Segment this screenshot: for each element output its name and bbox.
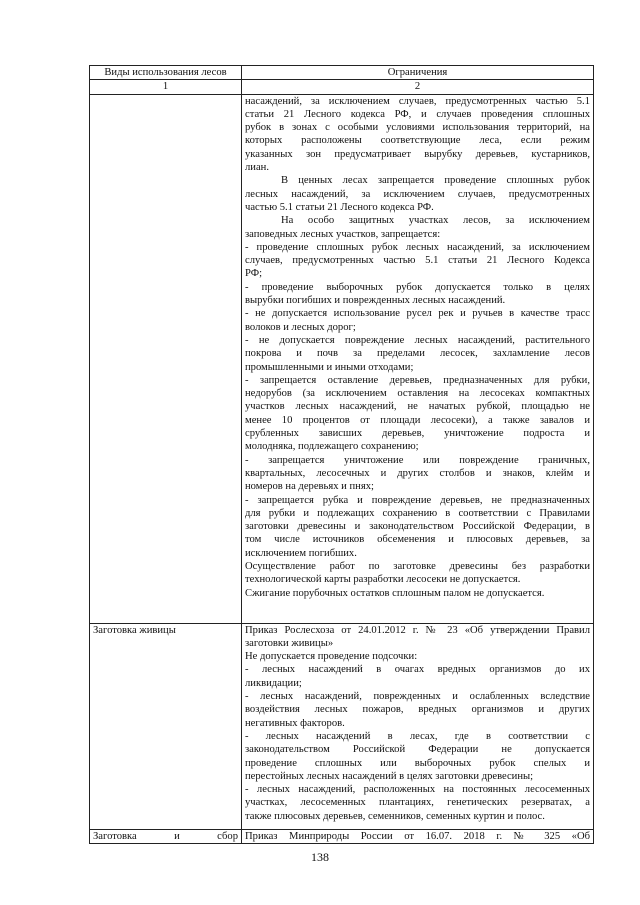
text-line: - запрещается уничтожение или повреждение граничных, xyxy=(245,454,590,466)
text-line: исключением погибших. xyxy=(245,547,357,559)
text-line: которых расположены соответствующие леса, если режим xyxy=(245,135,590,147)
row3-restrictions xyxy=(242,829,594,843)
text-line: - не допускается повреждение лесных насаждений, растительного xyxy=(245,334,590,346)
text-line: молодняка, подлежащего сохранению; xyxy=(245,441,419,453)
text-line: Осуществление работ по заготовке древесины без разработки xyxy=(245,560,590,572)
text-line: - лесных насаждений, поврежденных и ослабленных вследствие xyxy=(245,691,590,703)
text-line: - проведение выборочных рубок допускается только в целях xyxy=(245,281,590,293)
text-line: участках, лесосеменных плантациях, генетических резерватах, а xyxy=(245,797,590,809)
text-line: воздействия лесных пожаров, вредных организмов и других xyxy=(245,704,590,716)
row2-label: Заготовка живицы xyxy=(90,623,242,829)
text-line: лесных насаждений, за исключением случаев, предусмотренных xyxy=(245,188,590,200)
text-line: - проведение сплошных рубок лесных насаждений, за исключением xyxy=(245,241,590,253)
text-line: также плюсовых деревьев, семенников, семенных куртин и полос. xyxy=(245,810,545,822)
header-row xyxy=(90,66,594,80)
row1-label-cell xyxy=(90,94,242,623)
text-line: - не допускается использование русел рек и ручьев в качестве трасс xyxy=(245,308,590,320)
text-line: перестойных лесных насаждений в целях заготовки древесины; xyxy=(245,770,534,782)
text-line: квартальных, лесосечных и других столбов и знаков, клейм и xyxy=(245,467,590,479)
row3-label-text: Заготовка и сбор xyxy=(93,830,238,842)
restrictions-table xyxy=(89,65,594,844)
column-number-2: 2 xyxy=(242,80,594,94)
text-line: случаев, предусмотренных частью 5.1 статьи 21 Лесного Кодекса xyxy=(245,255,590,267)
text-line: заготовки древесины и законодательством Российской Федерации, в xyxy=(245,521,590,533)
text-line: - запрещается оставление деревьев, предназначенных для рубки, xyxy=(245,374,590,386)
text-line: насаждений, за исключением случаев, предусмотренных частью 5.1 xyxy=(245,95,590,107)
header-col1: Виды использования лесов xyxy=(90,66,242,80)
text-line: законодательством Российской Федерации не допускается xyxy=(245,744,590,756)
text-line: промышленными и иными отходами; xyxy=(245,361,414,373)
text-line: Не допускается проведение подсочки: xyxy=(245,651,418,663)
text-line: вырубки погибших и поврежденных лесных насаждений. xyxy=(245,295,506,307)
text-line: Приказ Рослесхоза от 24.01.2012 г. № 23 «Об утверждении Правил xyxy=(245,624,590,636)
text-line: частью 5.1 статьи 21 Лесного кодекса РФ. xyxy=(245,201,434,213)
column-number-row xyxy=(90,80,594,94)
text-line: - лесных насаждений, расположенных на постоянных лесосеменных xyxy=(245,784,590,796)
row1-restrictions xyxy=(242,94,594,623)
row3-label xyxy=(90,829,242,843)
header-col2: Ограничения xyxy=(242,66,594,80)
row2-restrictions xyxy=(242,623,594,829)
text-line: заготовки живицы» xyxy=(245,637,334,649)
text-line: статьи 21 Лесного кодекса РФ, и случаев проведения сплошных xyxy=(245,108,590,120)
text-line: заповедных лесных участков, запрещается: xyxy=(245,228,441,240)
text-line: - лесных насаждений в лесах, где в соответствии с xyxy=(245,730,590,742)
text-line: проведение сплошных или выборочных рубок спелых и xyxy=(245,757,590,769)
table-row xyxy=(90,829,594,843)
text-line: том числе источников обсеменения и плюсовых деревьев, за xyxy=(245,534,590,546)
text-line: РФ; xyxy=(245,268,263,280)
text-line: указанных зон предусматривает вырубку деревьев, кустарников, xyxy=(245,148,590,160)
text-line: срубленных зависших деревьев, уничтожение подроста и xyxy=(245,428,590,440)
text-line: покрова и почв за пределами лесосек, захламление лесов xyxy=(245,348,590,360)
text-line: волоков и лесных дорог; xyxy=(245,321,356,333)
text-line: менее 10 процентов от площади лесосеки), а также завалов и xyxy=(245,414,590,426)
text-line: негативных факторов. xyxy=(245,717,345,729)
text-line: технологической карты разработки лесосеки не допускается. xyxy=(245,574,521,586)
text-line: ликвидации; xyxy=(245,677,302,689)
text-line: - запрещается рубка и повреждение деревьев, не предназначенных xyxy=(245,494,590,506)
column-number-1: 1 xyxy=(90,80,242,94)
text-line: номеров на деревьях и пнях; xyxy=(245,481,374,493)
text-line: - лесных насаждений в очагах вредных организмов до их xyxy=(245,664,590,676)
text-line: для рубки и подлежащих сохранению в соответствии с Правилами xyxy=(245,507,590,519)
text-line: В ценных лесах запрещается проведение сплошных рубок xyxy=(281,175,590,187)
text-line: На особо защитных участках лесов, за исключением xyxy=(281,215,590,227)
page-number: 138 xyxy=(311,850,329,864)
table-row xyxy=(90,94,594,623)
text-line: недорубов (за исключением оставления на лесосеках компактных xyxy=(245,388,590,400)
text-line: лиан. xyxy=(245,162,269,174)
text-line: Сжигание порубочных остатков сплошным палом не допускается. xyxy=(245,587,545,599)
row3-text: Приказ Минприроды России от 16.07. 2018 г. № 325 «Об xyxy=(245,830,590,842)
text-line: рубок в зонах с особыми условиями использования территорий, на xyxy=(245,122,590,134)
table-row xyxy=(90,623,594,829)
text-line: участков лесных насаждений, не начатых рубкой, площадью не xyxy=(245,401,590,413)
